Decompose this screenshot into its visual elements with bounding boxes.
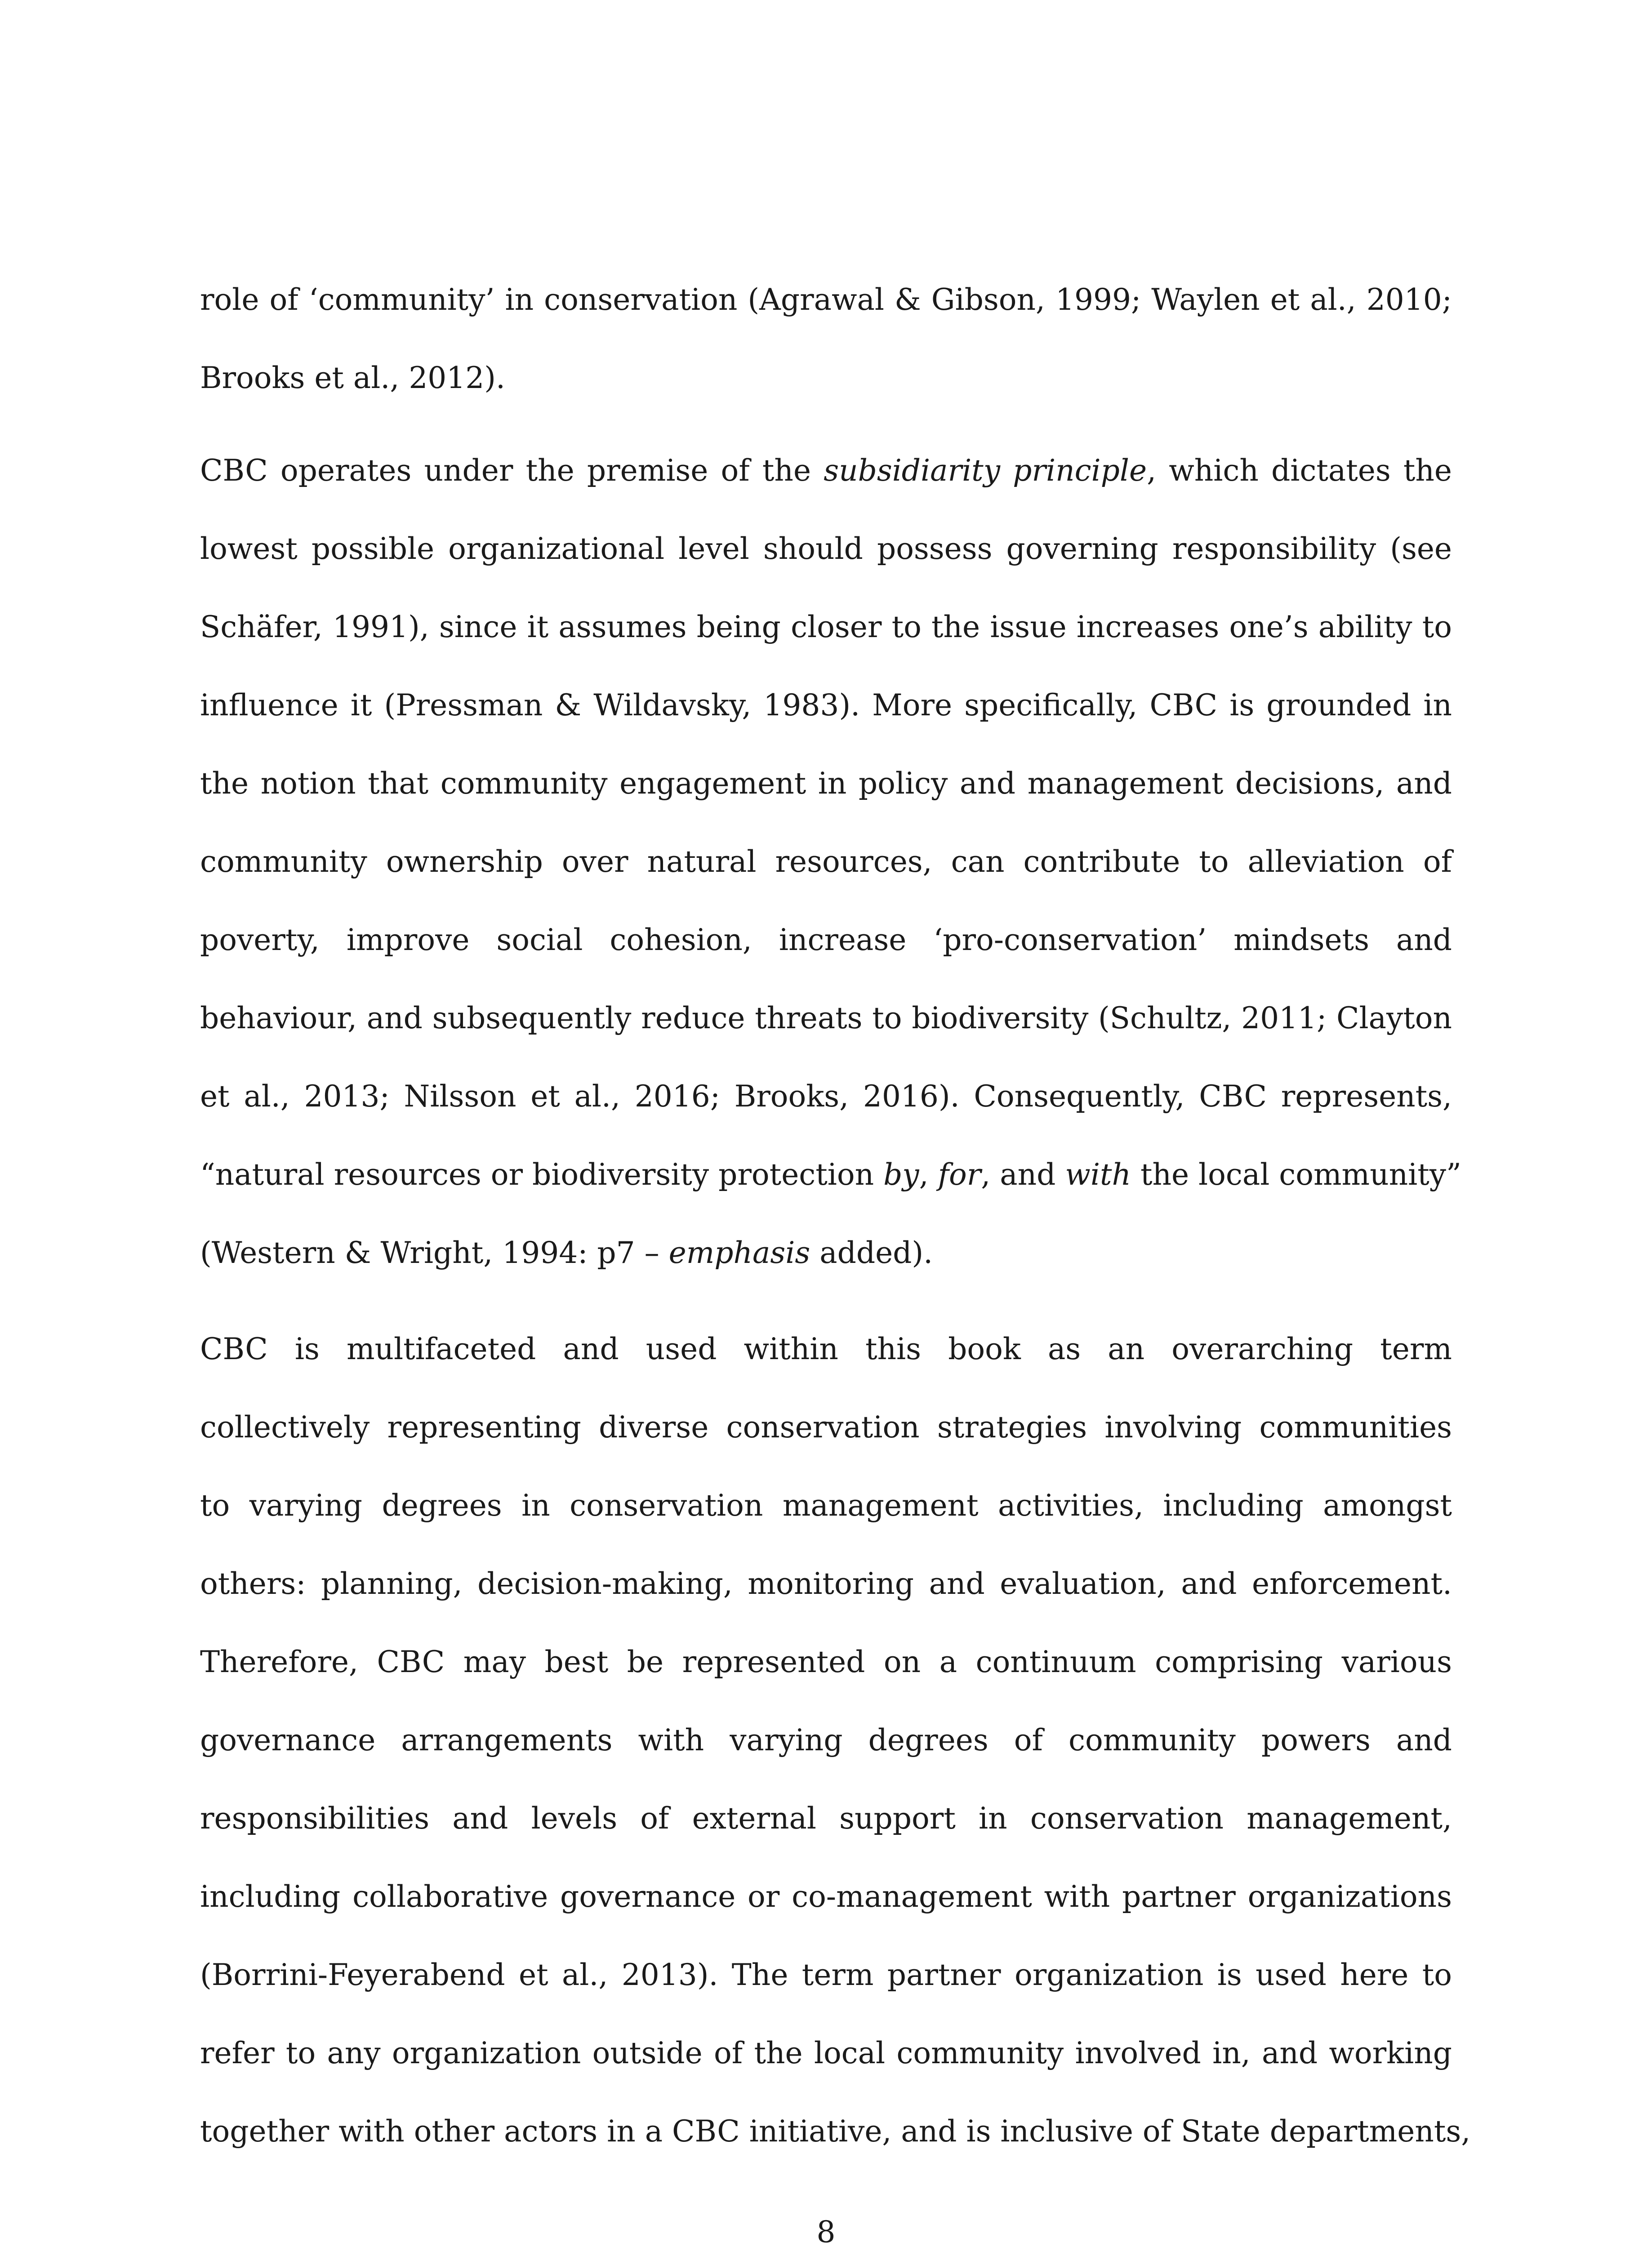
text-segment: poverty, improve social cohesion, increase ‘pro-conservation’ mindsets and xyxy=(200,923,1452,957)
text-line xyxy=(200,1467,1452,1545)
text-line xyxy=(200,432,1452,510)
text-segment: collectively representing diverse conservation strategies involving communities xyxy=(200,1410,1452,1445)
text-segment: together with other actors in a CBC initiative, and is inclusive of State departments, xyxy=(200,2114,1471,2149)
text-line xyxy=(200,823,1452,901)
text-line xyxy=(200,979,1452,1057)
text-segment: influence it (Pressman & Wildavsky, 1983). More specifically, CBC is grounded in xyxy=(200,688,1452,723)
text-line xyxy=(200,588,1452,666)
text-line xyxy=(200,261,1452,339)
text-segment: community ownership over natural resources, can contribute to alleviation of xyxy=(200,844,1452,879)
text-line xyxy=(200,1780,1452,1858)
text-line xyxy=(200,1936,1452,2014)
text-line xyxy=(200,510,1452,588)
text-segment: added). xyxy=(810,1236,933,1270)
text-line xyxy=(200,1858,1452,1936)
text-line xyxy=(200,1701,1452,1780)
text-segment: , which dictates the xyxy=(1147,453,1452,488)
paragraph-3 xyxy=(200,1310,1471,2171)
text-segment: Schäfer, 1991), since it assumes being closer to the issue increases one’s ability to xyxy=(200,610,1452,644)
text-segment: including collaborative governance or co-management with partner organizations xyxy=(200,1879,1452,1914)
text-segment: the local community” xyxy=(1131,1157,1461,1192)
text-segment: , and xyxy=(981,1157,1065,1192)
text-segment: Brooks et al., 2012). xyxy=(200,361,506,395)
italic-term: for xyxy=(938,1157,981,1192)
text-segment: CBC operates under the premise of the xyxy=(200,453,824,488)
text-segment: Therefore, CBC may best be represented on a continuum comprising various xyxy=(200,1645,1452,1679)
text-line xyxy=(200,2092,1471,2171)
text-segment: responsibilities and levels of external support in conservation management, xyxy=(200,1801,1452,1836)
text-segment: refer to any organization outside of the local community involved in, and working xyxy=(200,2036,1452,2070)
page-number: 8 xyxy=(816,2215,836,2248)
text-line xyxy=(200,1136,1461,1214)
text-line xyxy=(200,745,1452,823)
text-segment: governance arrangements with varying degrees of community powers and xyxy=(200,1723,1452,1757)
text-segment: et al., 2013; Nilsson et al., 2016; Brooks, 2016). Consequently, CBC represents, xyxy=(200,1079,1452,1114)
text-line xyxy=(200,901,1452,979)
paragraph-1 xyxy=(200,261,1452,417)
text-segment: CBC is multifaceted and used within this book as an overarching term xyxy=(200,1332,1452,1366)
text-segment: “natural resources or biodiversity protection xyxy=(200,1157,884,1192)
text-segment: role of ‘community’ in conservation (Agrawal & Gibson, 1999; Waylen et al., 2010; xyxy=(200,282,1452,317)
text-segment: others: planning, decision-making, monitoring and evaluation, and enforcement. xyxy=(200,1566,1452,1601)
text-segment: the notion that community engagement in policy and management decisions, and xyxy=(200,766,1452,801)
text-line xyxy=(200,1623,1452,1701)
italic-term: with xyxy=(1065,1157,1131,1192)
text-segment: (Borrini-Feyerabend et al., 2013). The term partner organization is used here to xyxy=(200,1958,1452,1992)
text-segment: to varying degrees in conservation management activities, including amongst xyxy=(200,1488,1452,1523)
text-segment: behaviour, and subsequently reduce threats to biodiversity (Schultz, 2011; Clayton xyxy=(200,1001,1452,1035)
text-line xyxy=(200,1214,1452,1292)
paragraph-2 xyxy=(200,432,1461,1292)
text-segment: lowest possible organizational level should possess governing responsibility (see xyxy=(200,531,1452,566)
italic-term: subsidiarity principle xyxy=(824,453,1147,488)
text-line xyxy=(200,2014,1452,2092)
text-line xyxy=(200,666,1452,745)
text-segment: , xyxy=(919,1157,938,1192)
text-line xyxy=(200,1310,1452,1388)
text-segment: (Western & Wright, 1994: p7 – xyxy=(200,1236,669,1270)
italic-term: by xyxy=(883,1157,919,1192)
text-line xyxy=(200,1057,1452,1136)
text-line xyxy=(200,1388,1452,1467)
text-line xyxy=(200,339,1452,417)
italic-term: emphasis xyxy=(668,1236,810,1270)
text-line xyxy=(200,1545,1452,1623)
